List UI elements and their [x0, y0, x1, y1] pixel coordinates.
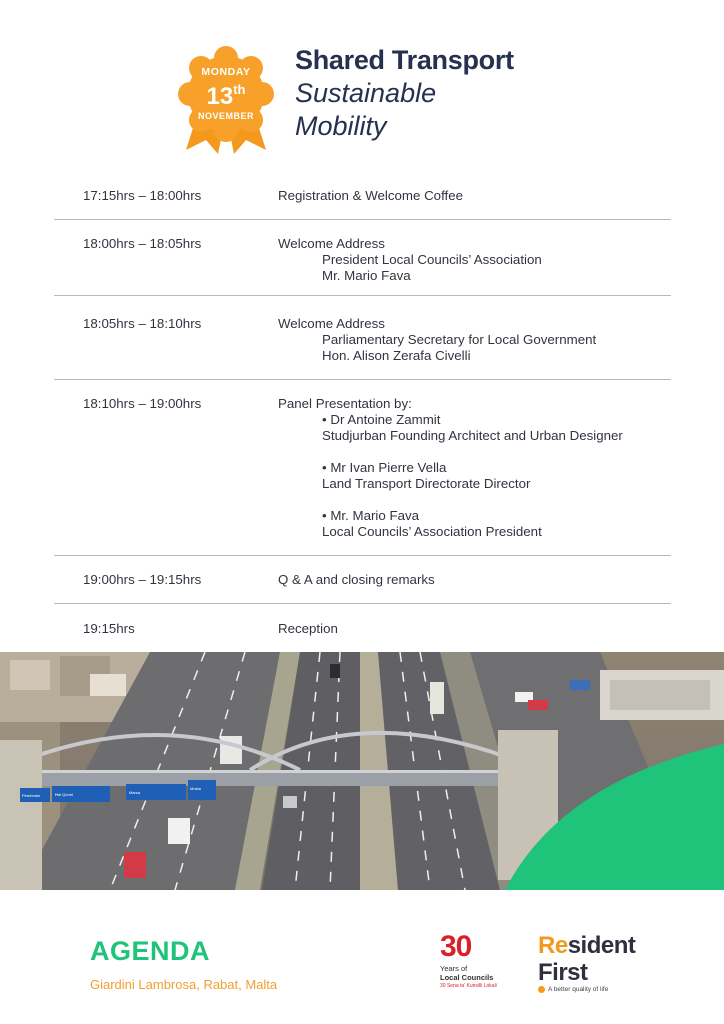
resident-first-logo [538, 932, 668, 996]
schedule-row [54, 172, 671, 220]
speaker-name: • Mr. Mario Fava [322, 508, 420, 523]
logo30-line1: Years of [440, 964, 468, 973]
row-time: 18:00hrs – 18:05hrs [83, 236, 202, 251]
badge-month: NOVEMBER [197, 111, 254, 121]
badge-number: 13 [206, 83, 234, 110]
row-title: Q & A and closing remarks [278, 572, 435, 587]
badge-day: MONDAY [201, 66, 251, 78]
highway-photo [0, 652, 724, 890]
row-time: 18:10hrs – 19:00hrs [83, 396, 202, 411]
row-content [278, 316, 671, 379]
row-title: Reception [278, 621, 338, 636]
schedule-row [54, 296, 671, 380]
venue-text: Giardini Lambrosa, Rabat, Malta [90, 977, 278, 992]
logo30-line2: Local Councils [440, 973, 494, 982]
rf-re: Re [538, 932, 568, 959]
row-title: Welcome Address [278, 236, 385, 251]
badge-suffix: th [233, 82, 246, 97]
row-role: Parliamentary Secretary for Local Government [322, 332, 597, 347]
row-content [278, 572, 671, 603]
schedule-row [54, 556, 671, 604]
title-main: Shared Transport [295, 45, 514, 75]
sign-label: Mosta [190, 786, 201, 791]
row-content [278, 396, 671, 555]
row-title: Panel Presentation by: [278, 396, 412, 411]
logo30-number: 30 [440, 930, 472, 963]
speaker-role: Local Councils’ Association President [322, 524, 542, 539]
row-time: 17:15hrs – 18:00hrs [83, 188, 202, 203]
schedule-row [54, 604, 671, 648]
date-badge [178, 44, 274, 156]
row-content [278, 621, 671, 648]
rf-line1 [538, 932, 635, 960]
row-role: President Local Councils’ Association [322, 252, 542, 267]
title-sub-line2: Mobility [295, 111, 387, 141]
schedule-table [54, 172, 671, 648]
row-person: Hon. Alison Zerafa Civelli [322, 348, 471, 363]
sign-label: Pembroke [22, 793, 41, 798]
sign-label: Ħal Qormi [55, 792, 74, 797]
rf-tagline: A better quality of life [548, 986, 609, 993]
row-time: 19:15hrs [83, 621, 135, 636]
row-content [278, 188, 671, 219]
speaker-name: • Mr Ivan Pierre Vella [322, 460, 447, 475]
rf-line2: First [538, 959, 588, 986]
local-councils-30-logo [440, 930, 520, 1000]
row-content [278, 236, 671, 295]
highway-illustration [0, 652, 724, 890]
logo30-line3: 30 Sena ta’ Kunsilli Lokali [440, 983, 497, 989]
row-time: 19:00hrs – 19:15hrs [83, 572, 202, 587]
row-person: Mr. Mario Fava [322, 268, 411, 283]
rf-sident: sident [567, 932, 636, 959]
row-title: Welcome Address [278, 316, 385, 331]
badge-date [178, 79, 274, 108]
agenda-heading: AGENDA [90, 936, 211, 966]
speaker-name: • Dr Antoine Zammit [322, 412, 441, 427]
title-sub-line1: Sustainable [295, 78, 437, 108]
sign-label: Marsa [129, 790, 141, 795]
speaker-role: Studjurban Founding Architect and Urban Designer [322, 428, 623, 443]
row-title: Registration & Welcome Coffee [278, 188, 464, 203]
schedule-row [54, 380, 671, 556]
row-time: 18:05hrs – 18:10hrs [83, 316, 202, 331]
rf-dot-icon [538, 986, 545, 993]
schedule-row [54, 220, 671, 296]
event-title [295, 44, 514, 142]
speaker-role: Land Transport Directorate Director [322, 476, 531, 491]
